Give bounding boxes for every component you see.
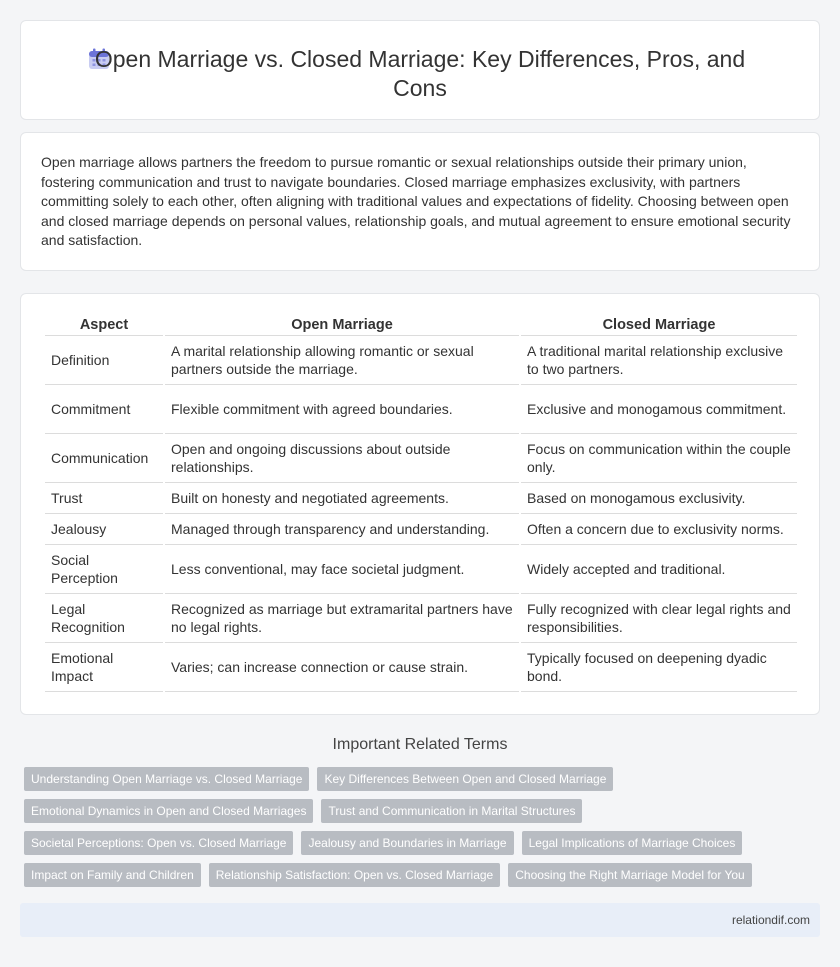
cell-closed: Typically focused on deepening dyadic bond. — [521, 643, 797, 692]
cell-aspect: Definition — [45, 336, 163, 385]
cell-closed: Based on monogamous exclusivity. — [521, 483, 797, 514]
footer-site-link[interactable]: relationdif.com — [731, 913, 810, 927]
cell-closed: Exclusive and monogamous commitment. — [521, 385, 797, 434]
cell-open: Varies; can increase connection or cause strain. — [165, 643, 519, 692]
cell-aspect: Trust — [45, 483, 163, 514]
related-term-link[interactable]: Choosing the Right Marriage Model for You — [508, 863, 751, 887]
related-term-link[interactable]: Trust and Communication in Marital Structures — [321, 799, 582, 823]
cell-open: A marital relationship allowing romantic or sexual partners outside the marriage. — [165, 336, 519, 385]
cell-closed: Fully recognized with clear legal rights and responsibilities. — [521, 594, 797, 643]
related-term-link[interactable]: Emotional Dynamics in Open and Closed Marriages — [24, 799, 313, 823]
related-term-link[interactable]: Societal Perceptions: Open vs. Closed Marriage — [24, 831, 293, 855]
related-term-link[interactable]: Jealousy and Boundaries in Marriage — [301, 831, 513, 855]
header-closed-marriage: Closed Marriage — [521, 314, 797, 336]
comparison-table — [43, 314, 799, 692]
header-aspect: Aspect — [45, 314, 163, 336]
related-term-link[interactable]: Key Differences Between Open and Closed Marriage — [317, 767, 613, 791]
header-open-marriage: Open Marriage — [165, 314, 519, 336]
term-row — [24, 799, 824, 823]
cell-aspect: Communication — [45, 434, 163, 483]
table-row — [45, 643, 797, 692]
cell-open: Managed through transparency and understanding. — [165, 514, 519, 545]
cell-open: Built on honesty and negotiated agreements. — [165, 483, 519, 514]
intro-card — [20, 132, 820, 271]
page-title: Open Marriage vs. Closed Marriage: Key Differences, Pros, and Cons — [94, 46, 746, 101]
related-terms — [24, 767, 824, 895]
cell-open: Less conventional, may face societal judgment. — [165, 545, 519, 594]
table-row — [45, 336, 797, 385]
term-row — [24, 863, 824, 887]
cell-aspect: Social Perception — [45, 545, 163, 594]
related-term-link[interactable]: Legal Implications of Marriage Choices — [522, 831, 743, 855]
cell-closed: Widely accepted and traditional. — [521, 545, 797, 594]
header-card — [20, 20, 820, 120]
cell-open: Open and ongoing discussions about outside relationships. — [165, 434, 519, 483]
intro-paragraph: Open marriage allows partners the freedom to pursue romantic or sexual relationships outside their primary union, fostering communication and trust to navigate boundaries. Closed marriage emphasizes exclusivity, with partners committing solely to each other, often aligning with traditional values and expectations of fidelity. Choosing between open and closed marriage depends on personal values, relationship goals, and mutual agreement to ensure emotional security and satisfaction. — [41, 154, 791, 249]
footer — [20, 903, 820, 937]
table-row — [45, 483, 797, 514]
term-row — [24, 767, 824, 791]
related-terms-title: Important Related Terms — [332, 736, 508, 753]
cell-closed: Often a concern due to exclusivity norms. — [521, 514, 797, 545]
cell-closed: A traditional marital relationship exclusive to two partners. — [521, 336, 797, 385]
table-row — [45, 594, 797, 643]
cell-aspect: Emotional Impact — [45, 643, 163, 692]
table-row — [45, 545, 797, 594]
table-row — [45, 385, 797, 434]
cell-aspect: Jealousy — [45, 514, 163, 545]
table-header-row — [45, 314, 797, 336]
cell-closed: Focus on communication within the couple only. — [521, 434, 797, 483]
cell-aspect: Legal Recognition — [45, 594, 163, 643]
term-row — [24, 831, 824, 855]
cell-aspect: Commitment — [45, 385, 163, 434]
table-row — [45, 514, 797, 545]
related-term-link[interactable]: Relationship Satisfaction: Open vs. Closed Marriage — [209, 863, 500, 887]
table-row — [45, 434, 797, 483]
comparison-card — [20, 293, 820, 715]
cell-open: Recognized as marriage but extramarital partners have no legal rights. — [165, 594, 519, 643]
cell-open: Flexible commitment with agreed boundaries. — [165, 385, 519, 434]
related-term-link[interactable]: Impact on Family and Children — [24, 863, 201, 887]
related-term-link[interactable]: Understanding Open Marriage vs. Closed Marriage — [24, 767, 309, 791]
